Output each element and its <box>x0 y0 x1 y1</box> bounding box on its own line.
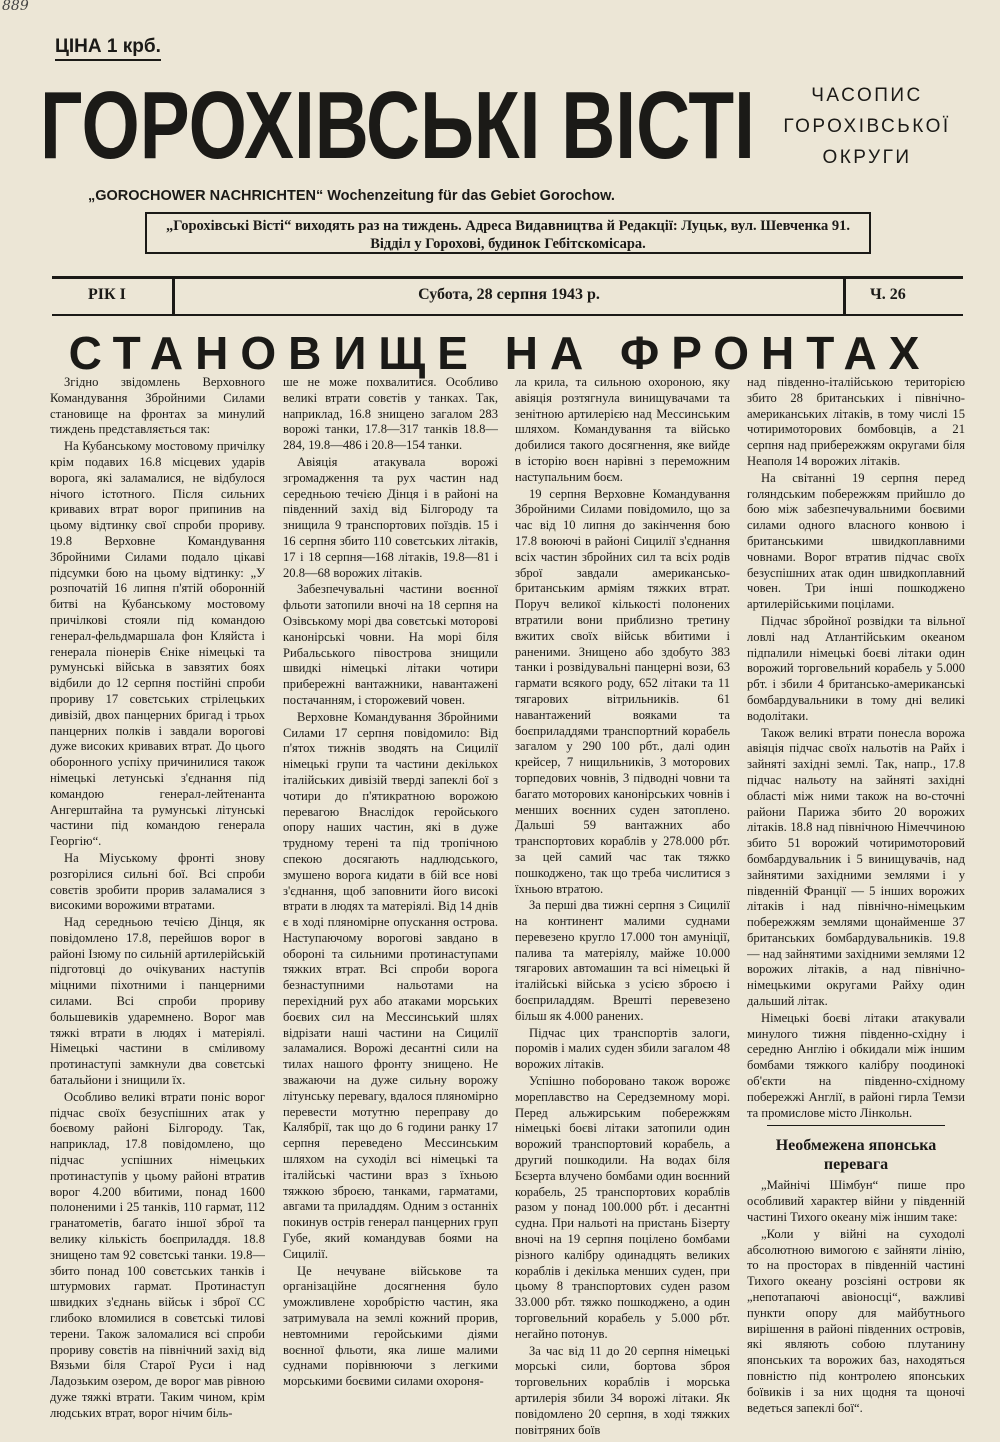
paragraph: Над середньою течією Дінця, як повідомлено 17.8, перейшов ворог в районі Ізюму по сильній артилерійській підготовці до очікуваних наступів міцними піхотними і панцерними силами. Всі спроби прориву большевиків ударемнено. Ворог мав тяжкі втрати в людях і матеріялі. Німецькі частини в сміливому протинаступі замкнули два совєтські батальйони і знищили їх. <box>50 915 265 1088</box>
tagline-line: ГОРОХІВСЬКОЇ <box>783 116 951 137</box>
paragraph: На світанні 19 серпня перед голяндським побережжям прийшло до бою між забезпечувальними боєвими силами одного власного конвою і британськими швидкоплавними човнами. Ворог втратив підчас своїх безуспішних атак один швидкоплавний човен. Три інші пошкоджено артилерійськими поцілами. <box>747 470 965 612</box>
paragraph: За час від 11 до 20 серпня німецькі морські сили, бортова зброя торговельних кораблів і морська артилерія збили 34 ворожі літаки. Як повідомлено 20 серпня, в ході тяжких повітряних боїв <box>515 1343 730 1437</box>
subheadline: Необмежена японська перевага <box>775 1137 937 1174</box>
paragraph: Успішно поборовано також ворожє мореплавство на Середземному морі. Перед альжирським побережжям німецькі боєві літаки затопили один ворожий транспортовий корабель, а другий пошкодили. На водах біля Бєзерта влучено бомбами один воєнний корабель, 25 транспортових кораблів разом у понад 100.000 рбт. і десантні судна. При нальоті на пристань Бізерту вночі на 19 серпня поцілено бомбами різного калібру одинадцять великих кораблів і декілька менших суден, при цьому 8 транспортових суден разом 33.000 рбт. тяжко пошкоджено, а один торговельний корабель у 5.000 рбт. негайно потонув. <box>515 1074 730 1341</box>
paragraph: 19 серпня Верховне Командування Збройними Силами повідомило, що за час від 10 липня до закінчення бою 17.8 воюючі в районі Сицилії з'єднання всіх частин збройних сил та всіх родів зброї завдали американсько-британським арміям тяжких втрат. Поруч великої кількості полонених втратили вони приблизно третину вжитих своїх військ вбитими і раненими. Знищено або здобуто 383 танки і розвідувальні панцерні вози, 63 гармати всякого роду, 652 літаки та 11 тягарових вітрильників. 61 навантажений вояками та боєприладдями транспортний корабель загалом у 290 100 рбт., далі один крейсер, 7 нищильників, 3 моторових торпедових човнів, 3 підводні човни та багато моторових канонірських човнів і менших воєнних суден затоплено. Дальші 59 вантажних або транспортових кораблів у 278.000 рбт. за цей самий час так тяжко пошкоджено, так що треба числитися з їхньою втратою. <box>515 486 730 896</box>
tagline-line: ЧАСОПИС <box>811 85 923 106</box>
paragraph: Згідно звідомлень Верховного Командування Збройними Силами становище на фронтах за минулий тиждень представляється так: <box>50 375 265 437</box>
paragraph: Це нечуване військове та організаційне досягнення було уможливлене хоробрістю частин, яка затримувала на землі кожний прорив, невтомними геройськими діями воєнної фльоти, яка лише малими суднами порівнюючи з легкими морськими боєвими силами охороня- <box>283 1263 498 1389</box>
masthead-tagline <box>752 80 982 173</box>
article-column-2 <box>283 375 498 1437</box>
paragraph: ше не може похвалитися. Особливо великі втрати совєтів у танках. Так, наприклад, 16.8 знищено загалом 283 ворожі танки, 17.8—317 танків 18.8—284, 19.8—486 і 20.8—154 танки. <box>283 375 498 453</box>
paragraph: „Коли у війні на суходолі абсолютною вимогою є зайняти лінію, то на просторах в південній частині Тихого океану розсіяні острови як „непотапаючі авіоносці“, важливі пункти опору для майбутнього вирішення в районі південних островів, які являють собою плутанину японських та ворожих баз, находяться повністю під контролею японських боївиків і за них щодня та щоночі ведеться запеклі бої“. <box>747 1226 965 1415</box>
article-column-1 <box>50 375 265 1437</box>
paragraph: На Міуському фронті знову розгорілися сильні бої. Всі спроби совєтів зробити прорив заламалися з високими ворожими втратами. <box>50 850 265 913</box>
paragraph: Підчас цих транспортів залоги, поромів і малих суден збили загалом 48 ворожих літаків. <box>515 1025 730 1072</box>
divider-rule <box>52 276 963 279</box>
issue-number: Ч. 26 <box>870 286 906 303</box>
publication-info-line: „Горохівські Вісті“ виходять раз на тиждень. Адреса Видавництва й Редакції: Луцьк, вул. Шевченка 91. <box>166 218 850 234</box>
paragraph: Верховне Командування Збройними Силами 17 серпня повідомило: Від п'ятох тижнів зводять на Сицилії німецькі групи та частини декількох італійських дивізій тверді запеклі бої з чотири до п'ятикратною ворожою перевагою Внаслідок геройського опору наших частин, які в дуже трудному терені та під тропічною спекою досягають надлюдського, змушено ворога кидати в бій все нові з'єднання, щоб заповнити його високі втрати в людях та матеріялі. Від 14 днів є в ході пляномірне опускання острова. Наступаючому ворогові завдано в обороні та сильними протинаступами тяжких втрат. Всі спроби ворога безнаступними нальотами на перехідний рух або атаками морських боєвих сил на Мессинський шлях відрізати наші частини на Сицилії заламалися. Ворожі десантні сили на тилах нашого фронту знищено. Не зважаючи на дуже сильну ворожу літунську перевагу, вдалося пляномірно перевести мотутню переправу до Калябрії, так що до 6 години ранку 17 серпня переведено Мессинським шляхом на суходіл всі німецькі та італійські частини враз з їхньою тяжкою зброєю, танками, гарматами, авгами та приладдям. Одним з останніх покинув острів генерал панцерних груп Губе, який командував боями на Сицилії. <box>283 709 498 1261</box>
paragraph: Підчас збройної розвідки та вільної ловлі над Атлантійським океаном підпалили німецькі боєві літаки один ворожий торговельний корабель у 5.000 рбт. і збили 4 британсько-американські бомбардувальники в тому дні великі водолітаки. <box>747 613 965 723</box>
paragraph: Забезпечувальні частини воєнної фльоти затопили вночі на 18 серпня на Озівському морі два совєтські моторові канонірські човни. На морі біля Рибальського півострова знищили швидкі німецькі літаки чотири прибережні вантажники, навантажені постачанням, і сторожевий човен. <box>283 582 498 707</box>
paragraph: Авіяція атакувала ворожі згромадження та рух частин над середньою течією Дінця і в районі на південний захід від Білгороду та знищила 9 транспортових поїздів. 15 і 16 серпня збито 110 совєтських літаків, 17 і 18 серпня—168 літаків, 19.8—81 і 20.8—68 ворожих літаків. <box>283 454 498 580</box>
paragraph: Особливо великі втрати поніс ворог підчас своїх безуспішних атак у боєвому районі Білгороду. Так, наприклад, 17.8 повідомлено, що підчас успішних німецьких протинаступів у цьому районі втратив ворог 4.200 вбитими, понад 1600 полоненими і 25 танків, 110 гармат, 112 гранатометів, багато іншої зброї та велику кількість боєприладдя. 18.8 знищено там 92 совєтські танки. 19.8—збито понад 100 совєтських танків і штурмових гармат. Протинаступ швидких з'єднань військ і зброї СС глибоко вломилися в совєтські тилові терени. Також заломалися всі спроби прориву совєтів на північний захід від Вязьми біля Старої Руси і над Ладозьким озером, де ворог мав рівною дуже тяжкі втрати. Таким чином, крім людських втрат, ворог нічим біль- <box>50 1089 265 1420</box>
divider-rule <box>843 276 846 316</box>
price-label: ЦІНА 1 крб. <box>55 36 161 61</box>
paragraph: ла крила, та сильною охороною, яку авіяція розтягнула винищувачами та зенітною артилерією над Мессинським шляхом. Командування та військо добилися такого досягнення, яке вийде в історію воєн нарівні з переможним наступальним боєм. <box>515 375 730 484</box>
publication-info-box <box>145 212 871 254</box>
german-subtitle: „GOROCHOWER NACHRICHTEN“ Wochenzeitung für das Gebiet Gorochow. <box>88 188 615 204</box>
paragraph: Також великі втрати понесла ворожа авіяція підчас своїх нальотів на Райх і зайняті західні землі. Так, напр., 17.8 підчас нальоту на зайняті західні області між ними також на во-сточні райони Парижа збито 20 ворожих літаків. 18.8 над північною Німеччиною збито 51 ворожий чотиримоторовий бомбардувальник і 5 винищувачів, над зайнятими західними землями і у південній Франції — 5 інших ворожих літаків і над північно-німецьким побережжям землями щонайменше 37 британських бомбардувальників. 19.8 — над зайнятими західними землями 12 ворожих літаків, а над північно-німецькими округами Райху один дальший літак. <box>747 725 965 1009</box>
paragraph: На Кубанському мостовому причілку крім подавих 16.8 місцевих ударів ворога, які заламалися, не відбулося нічого істотного. Після сильних кривавих втрат ворог припинив на цьому відтинку свої спроби прориву. 19.8 Верховне Командування Збройними Силами подало цікаві підсумки бою на цьому відтинку: „У розпочатій 16 липня п'ятій оборонній битві на Кубанському мостовому причілкові стояли під командою генерал-фельдмаршала фон Кляйста і генерала піонерів Єніке німецькі та румунські війська в завзятих боях відбили до 12 серпня постійні спроби прориву 17 совєтських стрілецьких дивізій, двох панцерних бригад і трьох панцерних полків і завдали ворогові дуже високих кривавих втрат. До цього оборонного успіху причинилися також німецькі летунські з'єднання під командою генерал-лейтенанта Ангерштайна та румунські літунські частини під командою генерала Георгію“. <box>50 439 265 849</box>
publication-info-line: Відділ у Горохові, будинок Гебітскомісара. <box>370 236 646 252</box>
section-divider <box>767 1125 945 1126</box>
article-column-4 <box>747 375 965 1437</box>
paragraph: „Майнічі Шімбун“ пише про особливий характер війни у південній частині Тихого океану між іншим таке: <box>747 1178 965 1225</box>
paragraph: Німецькі боєві літаки атакували минулого тижня південно-східну і середню Англію і обкидали між іншим бомбами тяжкого калібру поодинокі об'єкти на південно-східному побережжі Англії, в районі гирла Темзи та промислове місто Лінкольн. <box>747 1010 965 1120</box>
paragraph: За перші два тижні серпня з Сицилії на континент малими суднами перевезено кругло 17.000 тон амуніції, палива та матеріялу, майже 10.000 тягарових автомашин та всі німецькі й італійські війська з усією зброєю і боєприладдям. Врешті перевезено більш як 4.000 ранених. <box>515 898 730 1023</box>
divider-rule <box>52 314 963 316</box>
issue-date: Субота, 28 серпня 1943 р. <box>418 286 600 303</box>
paragraph: над південно-італійською територією збито 28 британських і північно-американських літаків, в тому числі 15 чотиримоторових бомбовців, а 21 серпня над прибережжям округами біля Неаполя 14 ворожих літаків. <box>747 375 965 468</box>
main-headline: СТАНОВИЩЕ НА ФРОНТАХ <box>68 327 932 379</box>
article-column-3 <box>515 375 730 1437</box>
newspaper-title: ГОРОХІВСЬКІ ВІСТІ <box>40 72 755 179</box>
tagline-line: ОКРУГИ <box>822 147 912 168</box>
volume-year: РІК І <box>88 286 126 303</box>
corner-archive-mark: 889 <box>2 0 29 14</box>
